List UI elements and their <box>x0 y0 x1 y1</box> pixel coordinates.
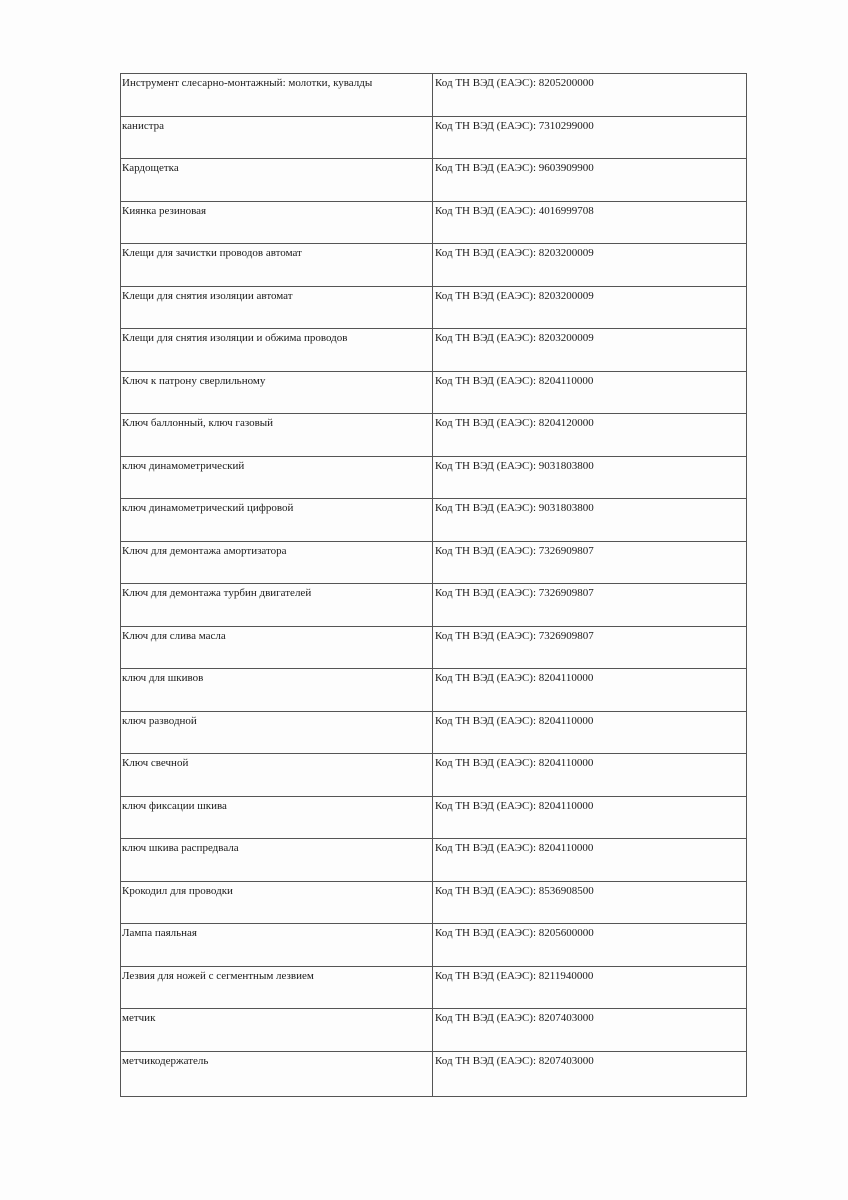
tn-ved-code-cell <box>433 1051 747 1096</box>
product-name-cell <box>121 499 433 542</box>
tn-ved-code: Код ТН ВЭД (ЕАЭС): 8203200009 <box>435 247 594 259</box>
tn-ved-code: Код ТН ВЭД (ЕАЭС): 8205200000 <box>435 77 594 89</box>
product-name: Клещи для снятия изоляции автомат <box>122 289 293 302</box>
tn-ved-code-cell <box>433 159 747 202</box>
product-name-cell <box>121 584 433 627</box>
tn-ved-code-cell <box>433 201 747 244</box>
product-name-cell <box>121 839 433 882</box>
table-row <box>121 796 747 839</box>
product-name-cell <box>121 541 433 584</box>
product-name: ключ фиксации шкива <box>122 799 227 812</box>
table-row <box>121 499 747 542</box>
product-name: Крокодил для проводки <box>122 884 233 897</box>
tn-ved-code-cell <box>433 839 747 882</box>
tn-ved-code-cell <box>433 754 747 797</box>
table-row <box>121 541 747 584</box>
tn-ved-code: Код ТН ВЭД (ЕАЭС): 8204120000 <box>435 417 594 429</box>
product-name-cell <box>121 1009 433 1052</box>
table-row <box>121 329 747 372</box>
product-name: Кардощетка <box>122 162 179 174</box>
product-name-cell <box>121 754 433 797</box>
product-name-cell <box>121 881 433 924</box>
tn-ved-code-cell <box>433 74 747 117</box>
tn-ved-code: Код ТН ВЭД (ЕАЭС): 8203200009 <box>435 332 594 344</box>
table-row <box>121 839 747 882</box>
tn-ved-code-cell <box>433 1009 747 1052</box>
product-name-cell <box>121 201 433 244</box>
product-name-cell <box>121 456 433 499</box>
product-name: Ключ для демонтажа турбин двигателей <box>122 587 312 599</box>
product-name: метчикодержатель <box>122 1054 209 1067</box>
product-name: Клещи для зачистки проводов автомат <box>122 247 302 259</box>
product-name: канистра <box>122 119 165 132</box>
product-name: ключ для шкивов <box>122 672 204 684</box>
product-name: Лезвия для ножей с сегментным лезвием <box>122 969 314 982</box>
product-name: Инструмент слесарно-монтажный: молотки, кувалды <box>122 77 373 89</box>
table-row <box>121 711 747 754</box>
tn-ved-code: Код ТН ВЭД (ЕАЭС): 8211940000 <box>435 969 594 982</box>
product-name: Ключ баллонный, ключ газовый <box>122 417 274 429</box>
product-name-cell <box>121 669 433 712</box>
product-name: Ключ к патрону сверлильному <box>122 374 266 387</box>
table-row <box>121 371 747 414</box>
table-row <box>121 1051 747 1096</box>
table-row <box>121 924 747 967</box>
tn-ved-code-cell <box>433 881 747 924</box>
tn-ved-code-cell <box>433 584 747 627</box>
tn-ved-code-cell <box>433 966 747 1009</box>
table-row <box>121 244 747 287</box>
table-row <box>121 669 747 712</box>
table-row <box>121 881 747 924</box>
product-name: ключ шкива распредвала <box>122 842 239 854</box>
tn-ved-code-cell <box>433 499 747 542</box>
tn-ved-code-cell <box>433 796 747 839</box>
tn-ved-code: Код ТН ВЭД (ЕАЭС): 8204110000 <box>435 374 594 387</box>
product-name: Ключ свечной <box>122 757 189 769</box>
table-row <box>121 159 747 202</box>
tn-ved-code-cell <box>433 626 747 669</box>
product-name-cell <box>121 244 433 287</box>
tn-ved-code: Код ТН ВЭД (ЕАЭС): 8203200009 <box>435 289 594 302</box>
tn-ved-code-cell <box>433 116 747 159</box>
product-name: Ключ для демонтажа амортизатора <box>122 544 287 557</box>
product-name-cell <box>121 711 433 754</box>
tn-ved-code: Код ТН ВЭД (ЕАЭС): 8204110000 <box>435 842 594 854</box>
product-name: метчик <box>122 1012 156 1024</box>
tn-ved-code-cell <box>433 244 747 287</box>
product-name-cell <box>121 924 433 967</box>
tn-ved-code-cell <box>433 371 747 414</box>
tn-ved-code-cell <box>433 711 747 754</box>
tn-ved-code: Код ТН ВЭД (ЕАЭС): 9031803800 <box>435 502 594 514</box>
table-row <box>121 584 747 627</box>
table-row <box>121 286 747 329</box>
tn-ved-code: Код ТН ВЭД (ЕАЭС): 8536908500 <box>435 884 594 897</box>
customs-codes-table <box>120 73 747 1097</box>
product-name-cell <box>121 286 433 329</box>
product-name-cell <box>121 1051 433 1096</box>
tn-ved-code: Код ТН ВЭД (ЕАЭС): 8207403000 <box>435 1012 594 1024</box>
tn-ved-code: Код ТН ВЭД (ЕАЭС): 8207403000 <box>435 1054 594 1067</box>
tn-ved-code-cell <box>433 669 747 712</box>
tn-ved-code: Код ТН ВЭД (ЕАЭС): 7310299000 <box>435 119 594 132</box>
table-row <box>121 626 747 669</box>
tn-ved-code: Код ТН ВЭД (ЕАЭС): 7326909807 <box>435 587 594 599</box>
tn-ved-code-cell <box>433 456 747 499</box>
product-name: ключ разводной <box>122 714 197 727</box>
tn-ved-code-cell <box>433 286 747 329</box>
tn-ved-code: Код ТН ВЭД (ЕАЭС): 8204110000 <box>435 757 594 769</box>
tn-ved-code: Код ТН ВЭД (ЕАЭС): 7326909807 <box>435 629 594 642</box>
tn-ved-code: Код ТН ВЭД (ЕАЭС): 8204110000 <box>435 714 594 727</box>
table-row <box>121 201 747 244</box>
product-name-cell <box>121 159 433 202</box>
tn-ved-code: Код ТН ВЭД (ЕАЭС): 9031803800 <box>435 459 594 472</box>
table-row <box>121 116 747 159</box>
table-row <box>121 414 747 457</box>
product-name: ключ динамометрический цифровой <box>122 502 294 514</box>
tn-ved-code: Код ТН ВЭД (ЕАЭС): 7326909807 <box>435 544 594 557</box>
product-name-cell <box>121 329 433 372</box>
product-name-cell <box>121 74 433 117</box>
table-row <box>121 74 747 117</box>
tn-ved-code-cell <box>433 541 747 584</box>
tn-ved-code: Код ТН ВЭД (ЕАЭС): 8204110000 <box>435 672 594 684</box>
tn-ved-code-cell <box>433 414 747 457</box>
product-name: Ключ для слива масла <box>122 629 226 642</box>
product-name-cell <box>121 966 433 1009</box>
table-row <box>121 966 747 1009</box>
tn-ved-code-cell <box>433 924 747 967</box>
product-name: Клещи для снятия изоляции и обжима проводов <box>122 332 348 344</box>
tn-ved-code-cell <box>433 329 747 372</box>
product-name: Киянка резиновая <box>122 204 207 217</box>
product-name-cell <box>121 116 433 159</box>
product-name-cell <box>121 626 433 669</box>
tn-ved-code: Код ТН ВЭД (ЕАЭС): 9603909900 <box>435 162 594 174</box>
product-name: ключ динамометрический <box>122 459 245 472</box>
product-name-cell <box>121 796 433 839</box>
tn-ved-code: Код ТН ВЭД (ЕАЭС): 8205600000 <box>435 927 594 939</box>
table-row <box>121 754 747 797</box>
product-name: Лампа паяльная <box>122 927 197 939</box>
product-name-cell <box>121 414 433 457</box>
tn-ved-code: Код ТН ВЭД (ЕАЭС): 4016999708 <box>435 204 594 217</box>
table-row <box>121 1009 747 1052</box>
table-row <box>121 456 747 499</box>
tn-ved-code: Код ТН ВЭД (ЕАЭС): 8204110000 <box>435 799 594 812</box>
product-name-cell <box>121 371 433 414</box>
